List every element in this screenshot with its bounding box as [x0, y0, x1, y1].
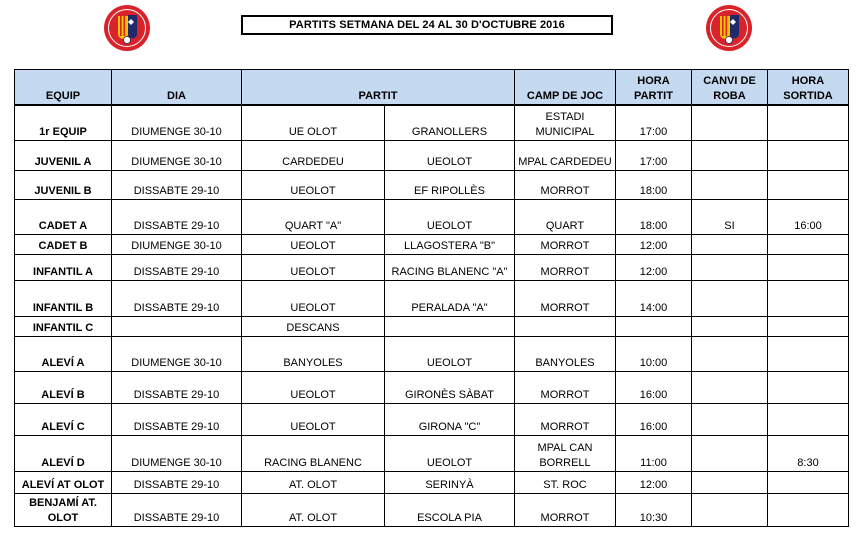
cell-camp-line: MORROT — [540, 185, 590, 197]
schedule-body — [15, 105, 849, 527]
cell-equip-line: ALEVÍ C — [41, 421, 85, 433]
table-row — [15, 281, 849, 317]
cell-camp-line: MUNICIPAL — [535, 126, 595, 138]
cell-equip — [15, 472, 112, 494]
cell-camp — [515, 141, 616, 171]
cell-camp — [515, 337, 616, 372]
cell-visitant: UEOLOT — [385, 337, 515, 372]
cell-sortida — [768, 281, 849, 317]
cell-dia: DIUMENGE 30-10 — [112, 436, 242, 472]
cell-hora: 17:00 — [616, 105, 692, 141]
cell-hora: 14:00 — [616, 281, 692, 317]
cell-dia: DIUMENGE 30-10 — [112, 141, 242, 171]
header-canvi-roba-line1: CANVI DE — [703, 74, 756, 87]
header-row — [15, 70, 849, 105]
cell-canvi — [692, 494, 768, 527]
header-dia: DIA — [112, 70, 242, 105]
cell-local: UEOLOT — [242, 255, 385, 281]
cell-sortida — [768, 255, 849, 281]
cell-visitant: LLAGOSTERA "B" — [385, 235, 515, 255]
cell-visitant: GIRONÈS SÀBAT — [385, 372, 515, 404]
cell-equip — [15, 436, 112, 472]
cell-dia: DISSABTE 29-10 — [112, 281, 242, 317]
header-canvi-roba — [692, 70, 768, 105]
header-hora-sortida-line2: SORTIDA — [783, 89, 833, 102]
cell-camp-line: MORROT — [540, 512, 590, 524]
header-hora-sortida — [768, 70, 849, 105]
cell-visitant: RACING BLANENC "A" — [385, 255, 515, 281]
club-logo-left — [103, 4, 151, 52]
cell-equip — [15, 105, 112, 141]
cell-hora: 12:00 — [616, 472, 692, 494]
header-hora-partit-line2: PARTIT — [634, 89, 673, 102]
cell-visitant: GIRONA "C" — [385, 404, 515, 436]
cell-camp — [515, 494, 616, 527]
cell-camp — [515, 404, 616, 436]
cell-equip — [15, 235, 112, 255]
cell-camp — [515, 317, 616, 337]
table-row — [15, 404, 849, 436]
cell-local: UEOLOT — [242, 235, 385, 255]
cell-camp-line: MORROT — [540, 302, 590, 314]
cell-camp-line: MORROT — [540, 266, 590, 278]
cell-equip-line: 1r EQUIP — [39, 126, 87, 138]
cell-sortida — [768, 141, 849, 171]
club-crest-icon — [705, 4, 753, 52]
cell-camp-line: MORROT — [540, 240, 590, 252]
table-row — [15, 317, 849, 337]
header-partit: PARTIT — [242, 70, 515, 105]
cell-local: AT. OLOT — [242, 494, 385, 527]
cell-camp-line: BANYOLES — [535, 357, 595, 369]
cell-sortida — [768, 372, 849, 404]
cell-camp-line: QUART — [545, 220, 585, 232]
cell-local: QUART "A" — [242, 200, 385, 235]
cell-equip-line: INFANTIL B — [32, 302, 94, 314]
cell-local: UEOLOT — [242, 372, 385, 404]
cell-equip-line: ALEVÍ AT OLOT — [21, 479, 105, 491]
table-row — [15, 472, 849, 494]
cell-equip — [15, 404, 112, 436]
cell-hora: 16:00 — [616, 404, 692, 436]
cell-canvi — [692, 105, 768, 141]
cell-hora: 12:00 — [616, 255, 692, 281]
cell-hora: 17:00 — [616, 141, 692, 171]
cell-equip-line: INFANTIL A — [33, 266, 93, 278]
cell-hora: 18:00 — [616, 200, 692, 235]
cell-hora: 12:00 — [616, 235, 692, 255]
cell-equip — [15, 337, 112, 372]
cell-sortida — [768, 404, 849, 436]
cell-local: DESCANS — [242, 317, 385, 337]
cell-sortida: 16:00 — [768, 200, 849, 235]
cell-visitant: UEOLOT — [385, 200, 515, 235]
cell-hora — [616, 317, 692, 337]
cell-dia: DIUMENGE 30-10 — [112, 337, 242, 372]
cell-visitant: UEOLOT — [385, 436, 515, 472]
cell-visitant: PERALADA "A" — [385, 281, 515, 317]
table-row — [15, 235, 849, 255]
cell-local: UEOLOT — [242, 171, 385, 200]
cell-equip-line: ALEVÍ B — [41, 389, 85, 401]
cell-camp — [515, 281, 616, 317]
cell-sortida — [768, 472, 849, 494]
cell-sortida: 8:30 — [768, 436, 849, 472]
cell-visitant: EF RIPOLLÈS — [385, 171, 515, 200]
table-row — [15, 141, 849, 171]
cell-equip-line: ALEVÍ D — [41, 457, 85, 469]
cell-equip-line: ALEVÍ A — [41, 357, 85, 369]
table-row — [15, 255, 849, 281]
cell-camp-line: MORROT — [540, 421, 590, 433]
club-crest-icon — [103, 4, 151, 52]
cell-sortida — [768, 235, 849, 255]
club-logo-right — [705, 4, 753, 52]
cell-sortida — [768, 337, 849, 372]
cell-hora: 11:00 — [616, 436, 692, 472]
cell-sortida — [768, 494, 849, 527]
cell-dia — [112, 317, 242, 337]
cell-dia: DISSABTE 29-10 — [112, 404, 242, 436]
cell-hora: 16:00 — [616, 372, 692, 404]
cell-equip-line: OLOT — [47, 512, 79, 524]
cell-camp — [515, 436, 616, 472]
table-row — [15, 436, 849, 472]
cell-camp-line: BORRELL — [539, 457, 591, 469]
cell-equip — [15, 317, 112, 337]
table-row — [15, 337, 849, 372]
cell-equip — [15, 200, 112, 235]
cell-dia: DISSABTE 29-10 — [112, 200, 242, 235]
cell-sortida — [768, 105, 849, 141]
cell-visitant — [385, 317, 515, 337]
cell-canvi — [692, 141, 768, 171]
schedule-table — [14, 69, 849, 527]
cell-equip-line: CADET B — [38, 240, 88, 252]
cell-hora: 18:00 — [616, 171, 692, 200]
cell-local: UEOLOT — [242, 281, 385, 317]
page-title: PARTITS SETMANA DEL 24 AL 30 D'OCTUBRE 2016 — [241, 15, 613, 35]
cell-camp — [515, 372, 616, 404]
cell-equip-line: CADET A — [38, 220, 88, 232]
cell-canvi — [692, 436, 768, 472]
cell-canvi — [692, 281, 768, 317]
cell-camp — [515, 255, 616, 281]
cell-local: UEOLOT — [242, 404, 385, 436]
cell-visitant: UEOLOT — [385, 141, 515, 171]
cell-canvi — [692, 317, 768, 337]
table-row — [15, 171, 849, 200]
cell-camp-line: ST. ROC — [543, 479, 587, 491]
cell-equip — [15, 141, 112, 171]
cell-dia: DISSABTE 29-10 — [112, 171, 242, 200]
cell-canvi — [692, 404, 768, 436]
cell-equip-line: JUVENIL A — [34, 156, 92, 168]
cell-local: AT. OLOT — [242, 472, 385, 494]
cell-equip-line: JUVENIL B — [34, 185, 92, 197]
cell-sortida — [768, 317, 849, 337]
header-hora-sortida-line1: HORA — [791, 74, 825, 87]
cell-local: RACING BLANENC — [242, 436, 385, 472]
cell-camp-line: MPAL CAN — [537, 442, 593, 454]
cell-canvi — [692, 472, 768, 494]
cell-dia: DISSABTE 29-10 — [112, 255, 242, 281]
cell-canvi — [692, 372, 768, 404]
cell-camp — [515, 235, 616, 255]
cell-dia: DIUMENGE 30-10 — [112, 235, 242, 255]
cell-visitant: SERINYÀ — [385, 472, 515, 494]
table-row — [15, 105, 849, 141]
cell-hora: 10:00 — [616, 337, 692, 372]
cell-hora: 10:30 — [616, 494, 692, 527]
cell-camp — [515, 472, 616, 494]
cell-dia: DIUMENGE 30-10 — [112, 105, 242, 141]
cell-local: BANYOLES — [242, 337, 385, 372]
cell-camp — [515, 200, 616, 235]
cell-equip — [15, 372, 112, 404]
cell-canvi — [692, 171, 768, 200]
header-equip: EQUIP — [15, 70, 112, 105]
cell-equip-line: BENJAMÍ AT. — [29, 497, 97, 509]
cell-visitant: GRANOLLERS — [385, 105, 515, 141]
table-row — [15, 200, 849, 235]
cell-canvi — [692, 235, 768, 255]
table-row — [15, 372, 849, 404]
cell-canvi — [692, 337, 768, 372]
cell-sortida — [768, 171, 849, 200]
cell-local: UE OLOT — [242, 105, 385, 141]
cell-dia: DISSABTE 29-10 — [112, 494, 242, 527]
cell-dia: DISSABTE 29-10 — [112, 472, 242, 494]
header-camp: CAMP DE JOC — [515, 70, 616, 105]
header-hora-partit-line1: HORA — [637, 74, 670, 87]
cell-equip — [15, 255, 112, 281]
cell-equip — [15, 171, 112, 200]
cell-equip — [15, 494, 112, 527]
cell-camp-line: MPAL CARDEDEU — [518, 156, 612, 168]
table-row — [15, 494, 849, 527]
cell-camp-line: ESTADI — [545, 111, 585, 123]
cell-camp — [515, 105, 616, 141]
header-hora-partit — [616, 70, 692, 105]
cell-camp-line: MORROT — [540, 389, 590, 401]
cell-visitant: ESCOLA PIA — [385, 494, 515, 527]
cell-dia: DISSABTE 29-10 — [112, 372, 242, 404]
cell-equip-line: INFANTIL C — [32, 322, 94, 334]
cell-equip — [15, 281, 112, 317]
cell-local: CARDEDEU — [242, 141, 385, 171]
cell-canvi: SI — [692, 200, 768, 235]
cell-canvi — [692, 255, 768, 281]
cell-camp — [515, 171, 616, 200]
header-canvi-roba-line2: ROBA — [713, 89, 746, 102]
